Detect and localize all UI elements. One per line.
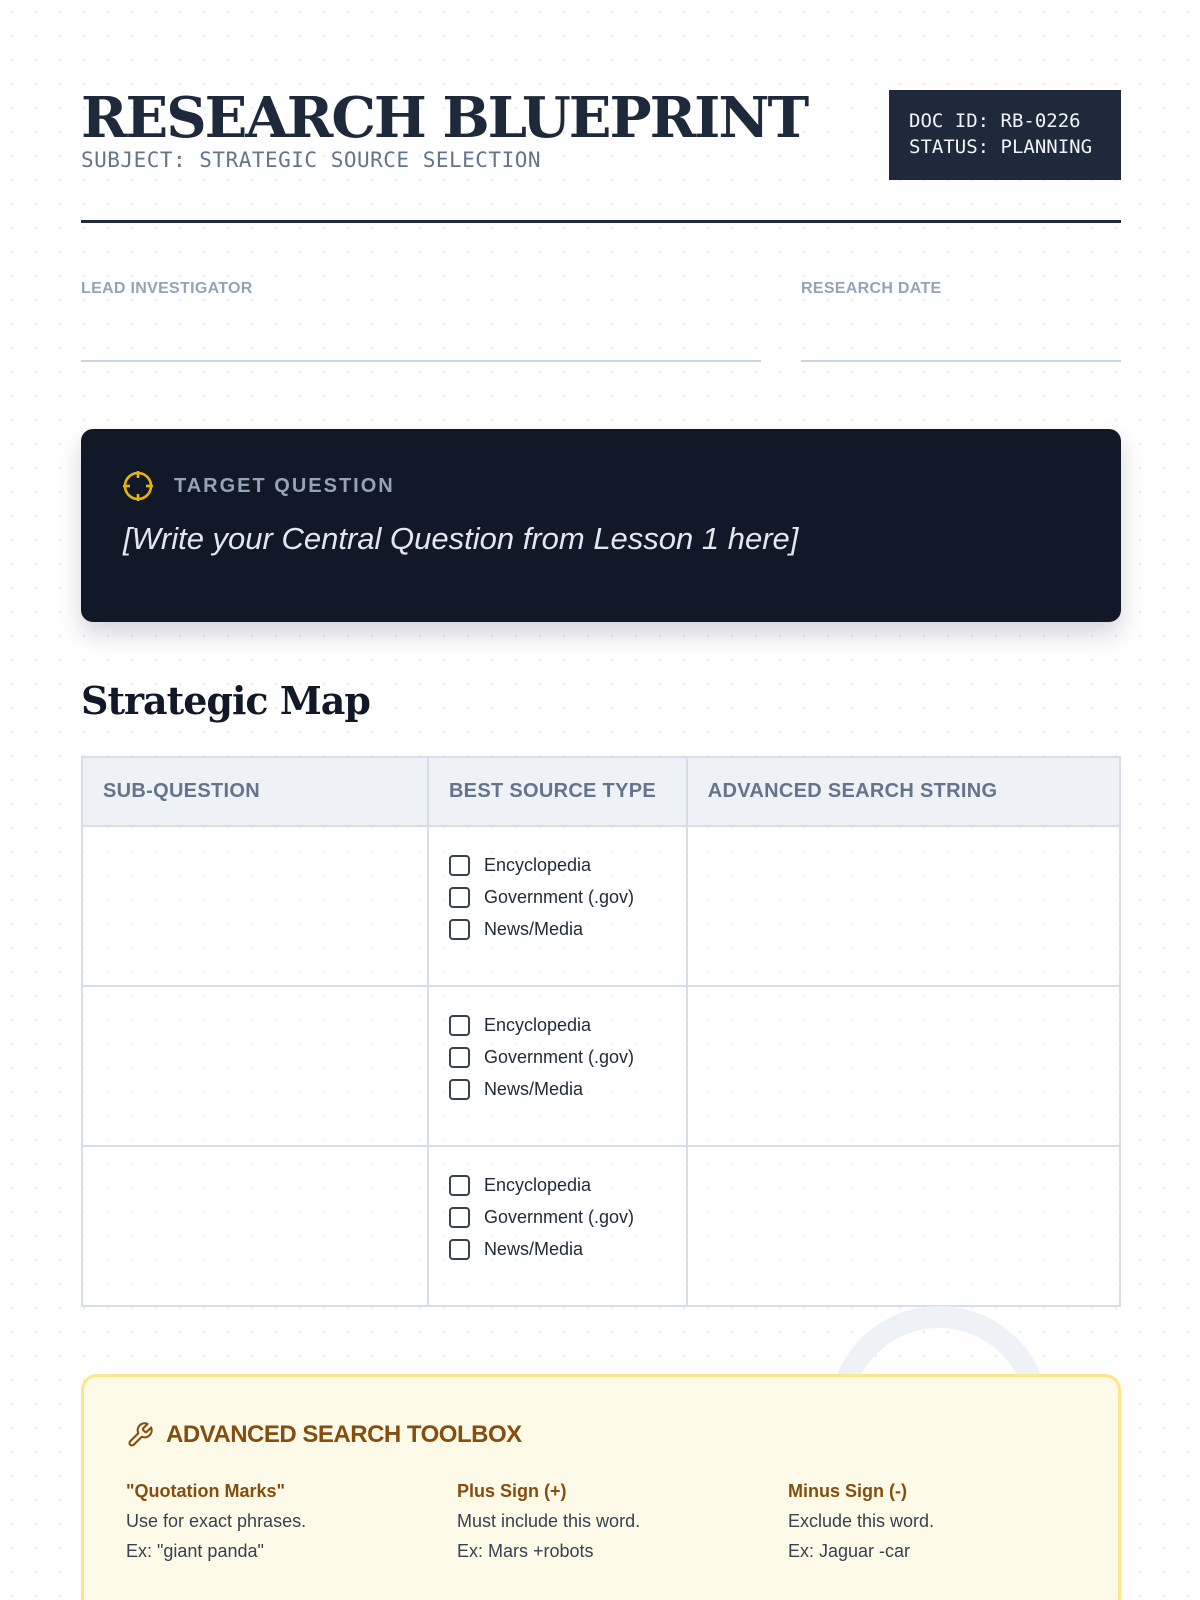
search-string-cell[interactable] bbox=[687, 986, 1120, 1146]
sub-question-cell[interactable] bbox=[82, 826, 428, 986]
source-option-encyclopedia[interactable] bbox=[449, 1169, 686, 1201]
tip-title: "Quotation Marks" bbox=[126, 1481, 286, 1501]
tip-title: Plus Sign (+) bbox=[457, 1481, 567, 1501]
checkbox-label: Government (.gov) bbox=[483, 886, 634, 907]
toolbox-title: ADVANCED SEARCH TOOLBOX bbox=[166, 1421, 522, 1448]
source-option-news-media[interactable] bbox=[449, 913, 686, 945]
checkbox[interactable] bbox=[449, 1207, 470, 1228]
table-row bbox=[82, 1146, 1120, 1306]
tip-example: Ex: Mars +robots bbox=[457, 1541, 594, 1561]
checkbox[interactable] bbox=[449, 887, 470, 908]
strategic-map-title: Strategic Map bbox=[81, 678, 370, 723]
lead-investigator-line[interactable] bbox=[81, 360, 761, 362]
source-option-encyclopedia[interactable] bbox=[449, 1009, 686, 1041]
source-option-news-media[interactable] bbox=[449, 1233, 686, 1265]
strategic-map-table bbox=[81, 756, 1121, 1307]
lead-investigator-label: LEAD INVESTIGATOR bbox=[81, 280, 253, 297]
sub-question-cell[interactable] bbox=[82, 986, 428, 1146]
doc-status: STATUS: PLANNING bbox=[909, 136, 1093, 158]
checkbox[interactable] bbox=[449, 1047, 470, 1068]
checkbox-label: Government (.gov) bbox=[483, 1046, 634, 1067]
source-option-government[interactable] bbox=[449, 881, 686, 913]
document-meta-badge bbox=[889, 90, 1121, 180]
table-row bbox=[82, 826, 1120, 986]
wrench-icon bbox=[126, 1421, 154, 1449]
source-type-cell bbox=[428, 826, 687, 986]
source-option-government[interactable] bbox=[449, 1041, 686, 1073]
target-question-panel bbox=[81, 429, 1121, 622]
crosshair-icon bbox=[121, 469, 155, 503]
checkbox-label: Encyclopedia bbox=[483, 1174, 592, 1195]
column-header-sub-question: SUB-QUESTION bbox=[82, 757, 428, 826]
target-question-placeholder[interactable]: [Write your Central Question from Lesson 1 here] bbox=[123, 521, 799, 556]
checkbox-label: News/Media bbox=[483, 1078, 583, 1099]
tip-description: Must include this word. bbox=[457, 1511, 641, 1531]
sub-question-cell[interactable] bbox=[82, 1146, 428, 1306]
research-date-line[interactable] bbox=[801, 360, 1121, 362]
source-option-news-media[interactable] bbox=[449, 1073, 686, 1105]
tip-plus-sign bbox=[457, 1481, 757, 1571]
checkbox[interactable] bbox=[449, 1015, 470, 1036]
research-date-label: RESEARCH DATE bbox=[801, 280, 942, 297]
research-blueprint-page bbox=[81, 0, 1121, 1600]
checkbox-label: Encyclopedia bbox=[483, 854, 592, 875]
research-date-field[interactable] bbox=[801, 280, 1121, 298]
checkbox-label: Encyclopedia bbox=[483, 1014, 592, 1035]
checkbox[interactable] bbox=[449, 1175, 470, 1196]
document-subject: SUBJECT: STRATEGIC SOURCE SELECTION bbox=[81, 148, 542, 172]
table-header-row bbox=[82, 757, 1120, 826]
checkbox-label: News/Media bbox=[483, 1238, 583, 1259]
doc-id: DOC ID: RB-0226 bbox=[909, 110, 1081, 132]
tip-quotation-marks bbox=[126, 1481, 426, 1571]
column-header-source-type: BEST SOURCE TYPE bbox=[428, 757, 687, 826]
checkbox[interactable] bbox=[449, 1079, 470, 1100]
tip-description: Exclude this word. bbox=[788, 1511, 935, 1531]
source-option-encyclopedia[interactable] bbox=[449, 849, 686, 881]
search-string-cell[interactable] bbox=[687, 1146, 1120, 1306]
checkbox[interactable] bbox=[449, 855, 470, 876]
lead-investigator-field[interactable] bbox=[81, 280, 761, 298]
column-header-search-string: ADVANCED SEARCH STRING bbox=[687, 757, 1120, 826]
target-question-label: TARGET QUESTION bbox=[174, 475, 395, 497]
tip-example: Ex: Jaguar -car bbox=[788, 1541, 911, 1561]
header-divider bbox=[81, 220, 1121, 223]
tip-minus-sign bbox=[788, 1481, 1088, 1571]
checkbox[interactable] bbox=[449, 1239, 470, 1260]
source-type-cell bbox=[428, 986, 687, 1146]
search-string-cell[interactable] bbox=[687, 826, 1120, 986]
document-title: RESEARCH BLUEPRINT bbox=[81, 85, 808, 151]
tip-title: Minus Sign (-) bbox=[788, 1481, 907, 1501]
tip-example: Ex: "giant panda" bbox=[126, 1541, 264, 1561]
checkbox-label: Government (.gov) bbox=[483, 1206, 634, 1227]
tip-description: Use for exact phrases. bbox=[126, 1511, 307, 1531]
source-option-government[interactable] bbox=[449, 1201, 686, 1233]
advanced-search-toolbox bbox=[81, 1374, 1121, 1600]
source-type-cell bbox=[428, 1146, 687, 1306]
document-header bbox=[81, 86, 1121, 186]
table-row bbox=[82, 986, 1120, 1146]
checkbox[interactable] bbox=[449, 919, 470, 940]
checkbox-label: News/Media bbox=[483, 918, 583, 939]
